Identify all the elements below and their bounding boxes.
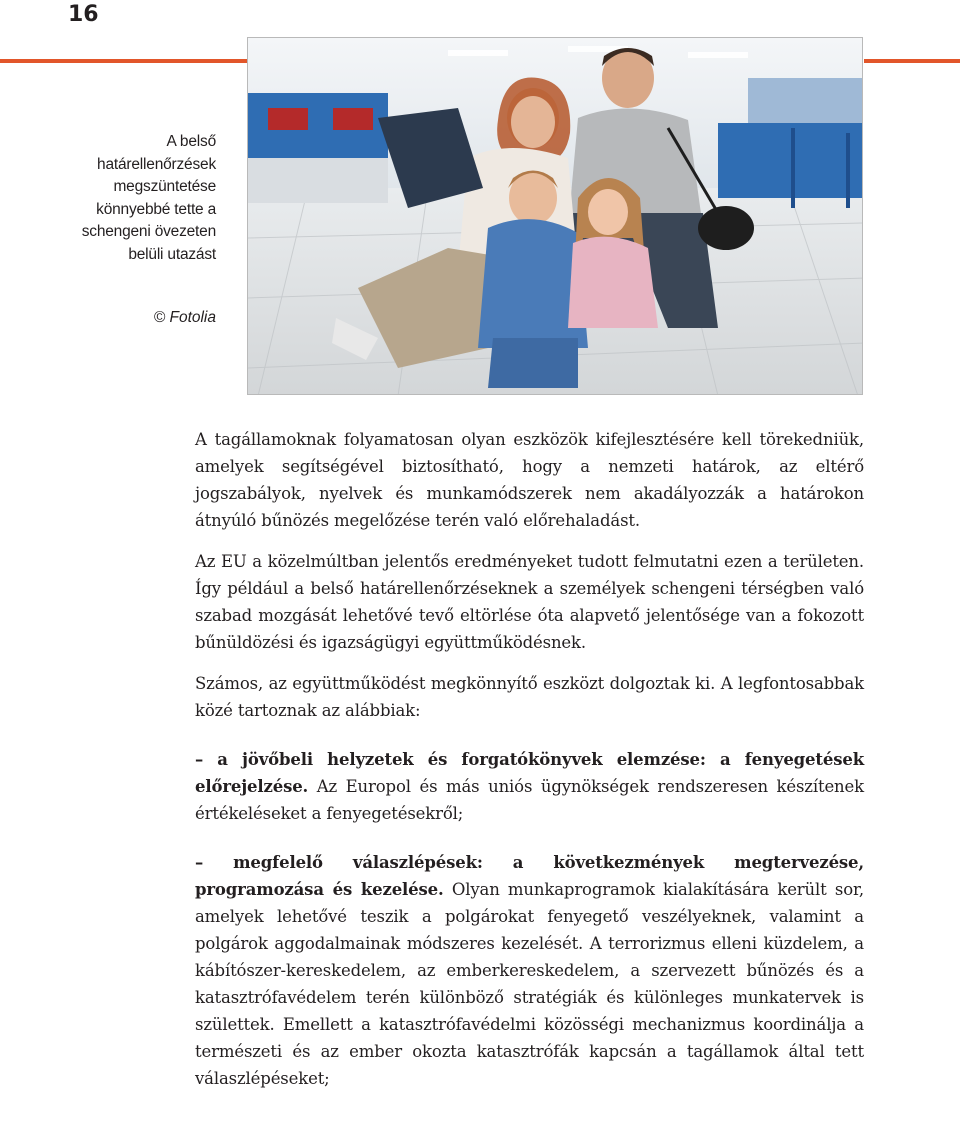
body-text — [195, 426, 864, 1092]
list-item-2-text: Olyan munkaprogramok kialakítására került sor, amelyek lehetővé teszik a polgárokat fenyegető veszélyeknek, valamint a polgárok aggodalmainak módszeres kezelését. A terrorizmus elleni küzdelem, a kábítószer-kereskedelem, az emberkereskedelem, a szervezett bűnözés és a katasztrófavédelem terén különböző stratégiák és különleges munkatervek is születtek. Emellett a katasztrófavédelmi közösségi mechanizmus koordinálja a természeti és az ember okozta katasztrófák kapcsán a tagállamok által tett válaszlépéseket; — [195, 880, 864, 1088]
list-item-1 — [195, 746, 864, 827]
paragraph-3: Számos, az együttműködést megkönnyítő eszközt dolgoztak ki. A legfontosabbak közé tartoznak az alábbiak: — [195, 674, 864, 720]
page-number: 16 — [68, 2, 99, 27]
header-rule-left — [0, 59, 247, 63]
header-rule-right — [864, 59, 960, 63]
list-dash: – — [195, 853, 234, 872]
figure-caption: A belső határellenőrzések megszüntetése könnyebbé tette a schengeni övezeten belüli utazást — [81, 133, 216, 263]
list-dash: – — [195, 750, 218, 769]
photo-credit: © Fotolia — [153, 309, 216, 326]
list-item-1-heading: a jövőbeli helyzetek és forgatókönyvek elemzése: a fenyegetések előrejelzése. — [195, 750, 864, 796]
paragraph-2: Az EU a közelmúltban jelentős eredményeket tudott felmutatni ezen a területen. Így például a belső határellenőrzéseknek a személyek schengeni térségben való szabad mozgását lehetővé tevő eltörlése óta alapvető jelentősége van a fokozott bűnüldözési és igazságügyi együttműködésnek. — [195, 552, 864, 652]
family-airport-photo — [247, 37, 863, 395]
list-item-2 — [195, 849, 864, 1092]
list-item-1-text: Az Europol és más uniós ügynökségek rendszeresen készítenek értékeléseket a fenyegetésekről; — [195, 777, 864, 823]
list-item-2-heading: megfelelő válaszlépések: a következmények megtervezése, programozása és kezelése. — [195, 853, 864, 899]
paragraph-1: A tagállamoknak folyamatosan olyan eszközök kifejlesztésére kell törekedniük, amelyek segítségével biztosítható, hogy a nemzeti határok, az eltérő jogszabályok, nyelvek és munkamódszerek nem akadályozzák a határokon átnyúló bűnözés megelőzése terén való előrehaladást. — [195, 430, 864, 530]
